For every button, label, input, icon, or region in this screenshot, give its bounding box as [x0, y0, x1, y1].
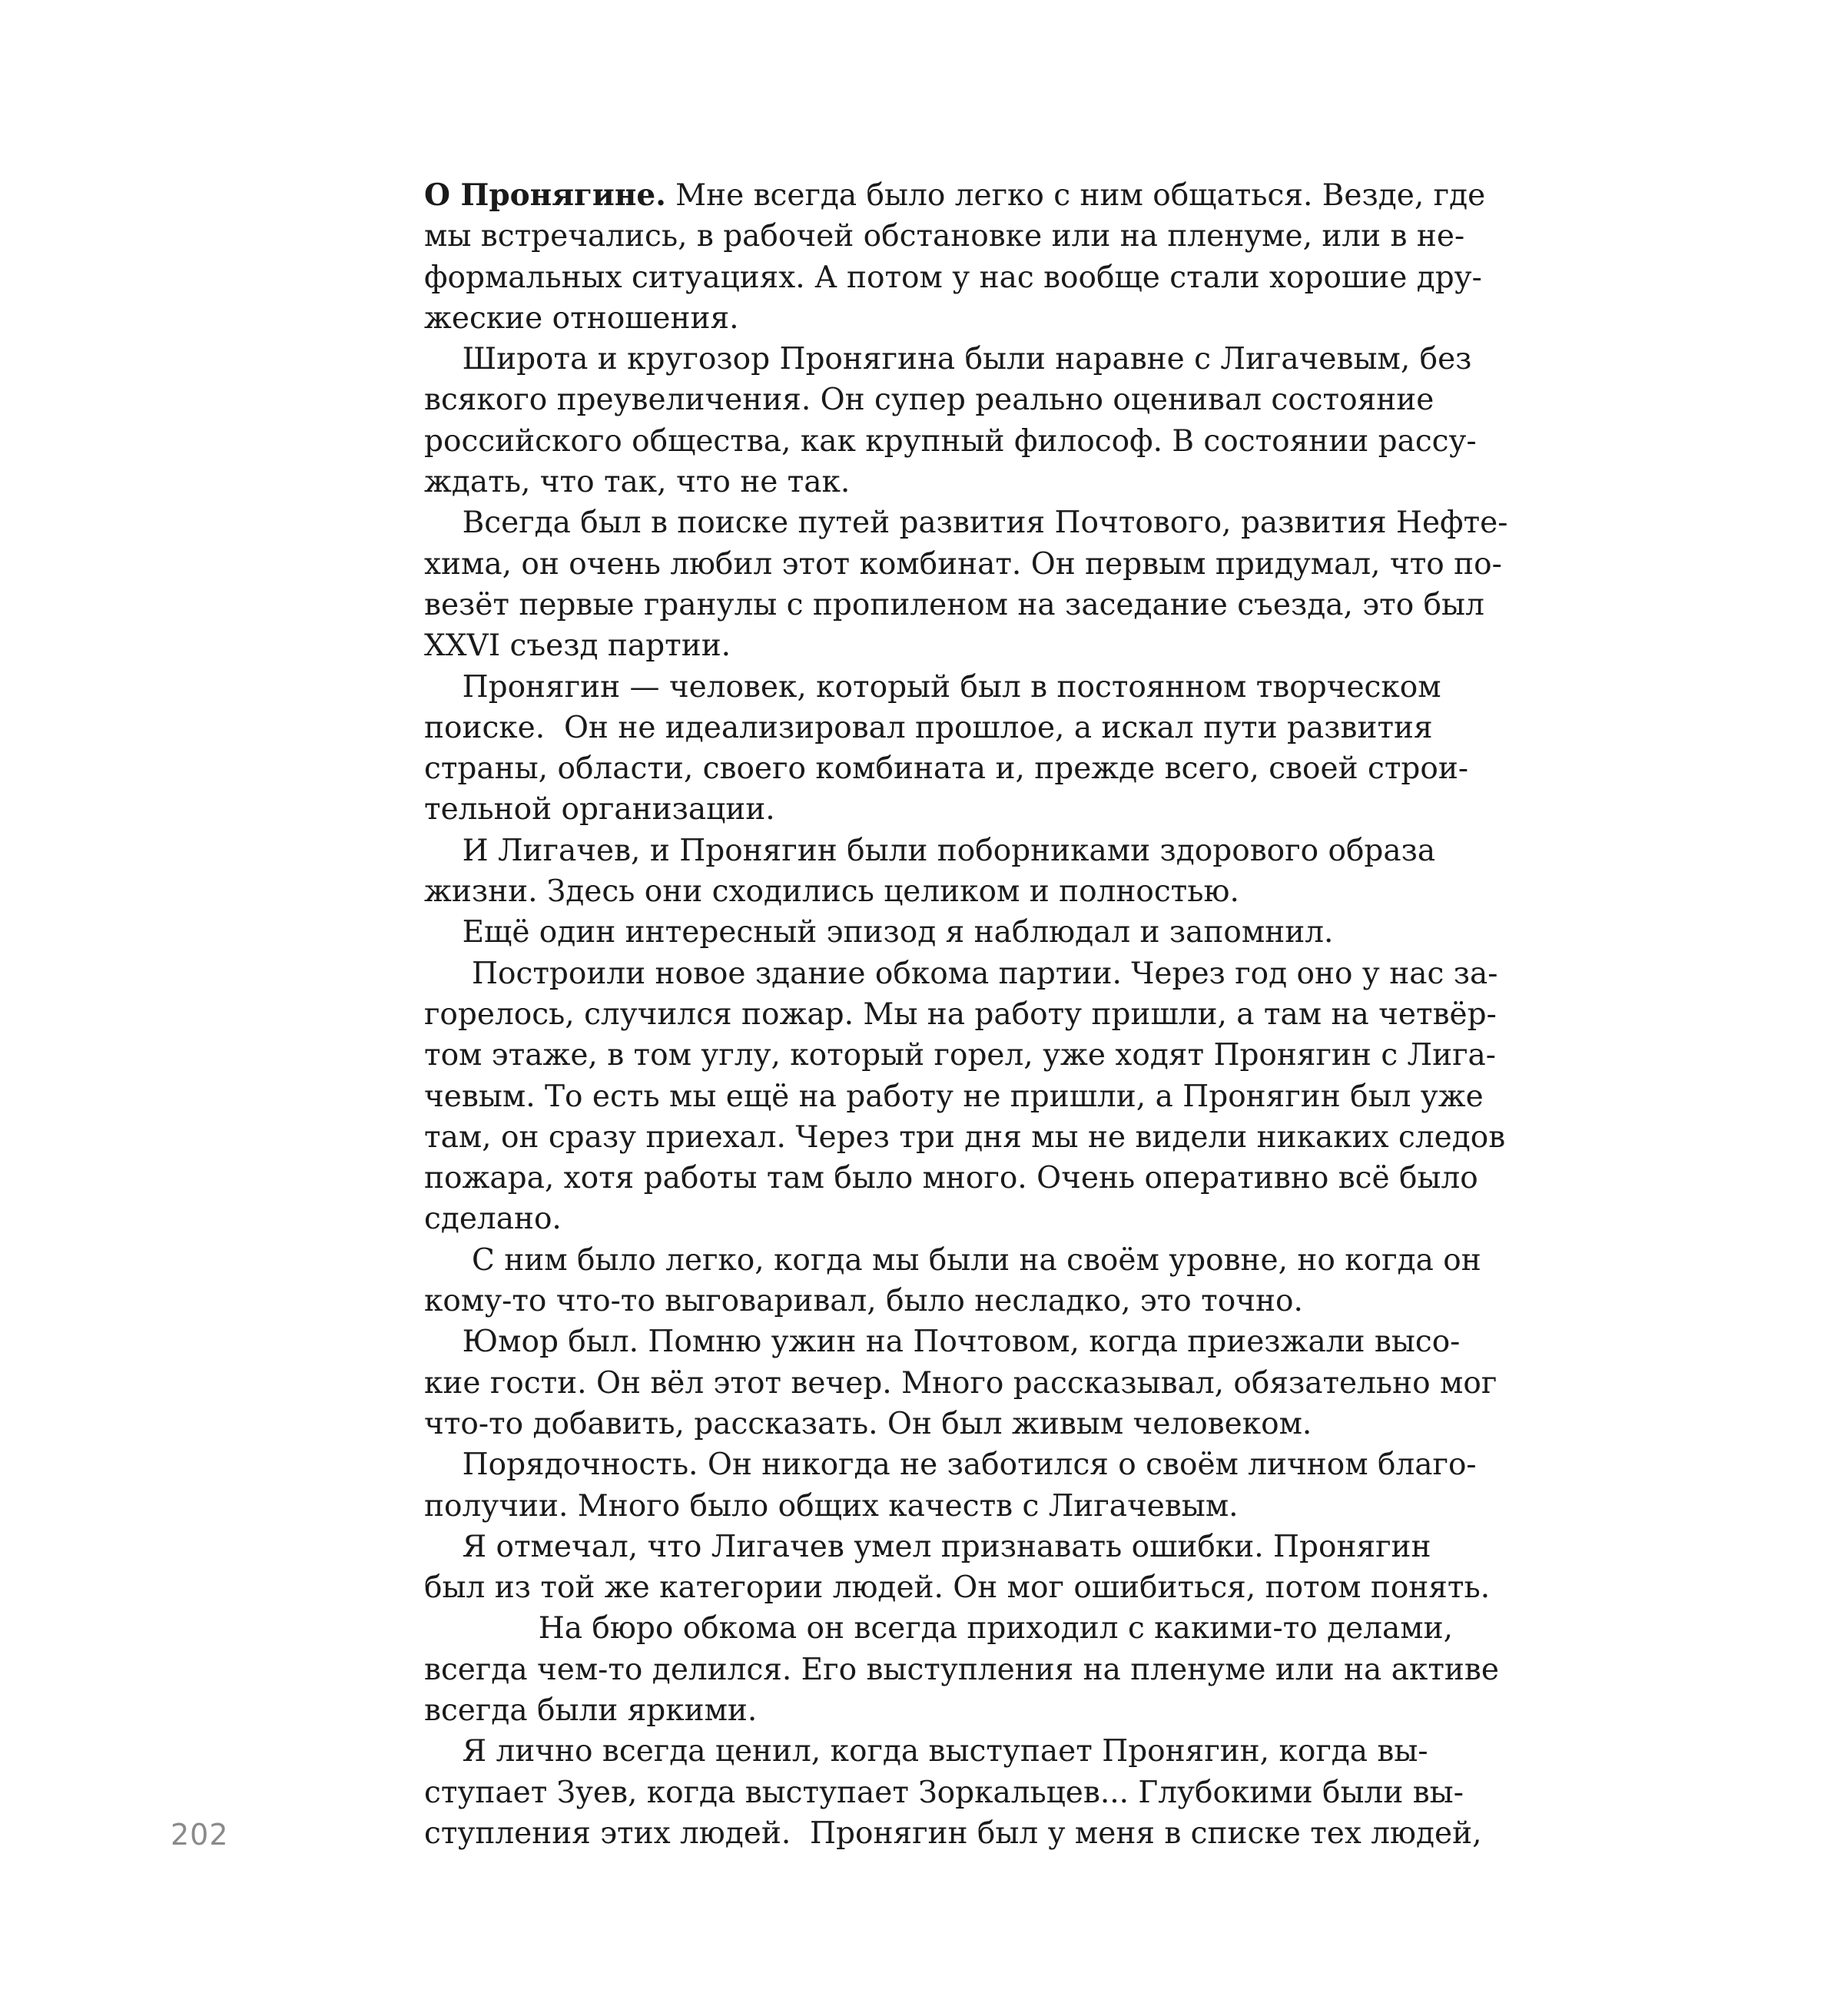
line-text: С ним было легко, когда мы были на своём уровне, но когда он [424, 1242, 1481, 1278]
text-line [424, 1650, 1499, 1690]
line-text: горелось, случился пожар. Мы на работу пришли, а там на четвёр- [424, 996, 1497, 1032]
text-line [424, 1813, 1482, 1854]
line-text: том этаже, в том углу, который горел, уже ходят Пронягин с Лига- [424, 1038, 1496, 1073]
line-text: был из той же категории людей. Он мог ошибиться, потом понять. [424, 1570, 1491, 1606]
text-line [424, 1321, 1461, 1362]
page-number: 202 [171, 1818, 229, 1852]
text-line [424, 585, 1484, 625]
paragraph [424, 912, 1420, 953]
text-line [424, 544, 1502, 585]
line-text: российского общества, как крупный философ. В состоянии рассу- [424, 423, 1477, 459]
text-line [424, 1035, 1496, 1076]
line-text: ступает Зуев, когда выступает Зоркальцев... Глубокими были вы- [424, 1775, 1464, 1810]
line-text: хима, он очень любил этот комбинат. Он первым придумал, что по- [424, 546, 1502, 582]
body-text [424, 175, 1508, 1854]
line-text: кому-то что-то выговаривал, было несладко, это точно. [424, 1284, 1303, 1319]
line-text: жизни. Здесь они сходились целиком и полностью. [424, 874, 1239, 910]
paragraph [424, 502, 1508, 666]
line-text: Пронягин — человек, который был в постоянном творческом [424, 669, 1441, 705]
text-line [424, 1527, 1431, 1567]
text-line [424, 1240, 1481, 1281]
line-text: кие гости. Он вёл этот вечер. Много рассказывал, обязательно мог [424, 1365, 1497, 1401]
text-line [424, 339, 1472, 380]
line-text: чевым. То есть мы ещё на работу не пришли, а Пронягин был уже [424, 1079, 1484, 1114]
paragraph [424, 1444, 1477, 1527]
paragraph [424, 1321, 1497, 1444]
paragraph [424, 1608, 1499, 1731]
line-text: Порядочность. Он никогда не заботился о своём личном благо- [424, 1447, 1477, 1483]
text-line [424, 1486, 1420, 1527]
line-text: всегда чем-то делился. Его выступления на пленуме или на активе [424, 1652, 1499, 1687]
text-line [424, 953, 1498, 994]
text-line [424, 462, 1420, 502]
paragraph [424, 1527, 1491, 1609]
text-line [424, 831, 1436, 871]
text-line [424, 708, 1433, 748]
text-line [424, 1567, 1491, 1608]
line-text: Всегда был в поиске путей развития Почтового, развития Нефте- [424, 506, 1508, 541]
text-line [424, 298, 1420, 339]
text-line [424, 994, 1497, 1035]
text-line [424, 1690, 1420, 1731]
line-text: Построили новое здание обкома партии. Через год оно у нас за- [424, 956, 1498, 991]
line-text: что-то добавить, рассказать. Он был живым человеком. [424, 1406, 1312, 1441]
line-text: сделано. [424, 1202, 562, 1237]
text-line [424, 1076, 1484, 1117]
text-line [424, 421, 1477, 462]
paragraph [424, 339, 1477, 502]
text-line [424, 1158, 1478, 1199]
line-text: тельной организации. [424, 792, 775, 827]
text-line [424, 748, 1469, 789]
line-text: пожара, хотя работы там было много. Очень оперативно всё было [424, 1161, 1478, 1196]
line-text: И Лигачев, и Пронягин были поборниками здорового образа [424, 833, 1436, 868]
text-line [424, 667, 1441, 708]
text-line [424, 1117, 1506, 1158]
line-text: ступления этих людей. Пронягин был у меня в списке тех людей, [424, 1815, 1482, 1851]
line-text: Юмор был. Помню ужин на Почтовом, когда приезжали высо- [424, 1325, 1461, 1360]
paragraph [424, 831, 1436, 913]
line-text: На бюро обкома он всегда приходил с какими-то делами, [424, 1611, 1453, 1646]
line-text: ждать, что так, что не так. [424, 465, 851, 500]
text-line [424, 216, 1465, 257]
paragraph-lead: О Пронягине. [424, 177, 666, 213]
text-line [424, 1608, 1453, 1649]
line-text: поиске. Он не идеализировал прошлое, а искал пути развития [424, 710, 1433, 745]
text-line [424, 1363, 1497, 1404]
line-text: Широта и кругозор Пронягина были наравне с Лигачевым, без [424, 342, 1472, 377]
paragraph [424, 667, 1469, 831]
line-text: жеские отношения. [424, 300, 739, 336]
text-line [424, 502, 1508, 543]
line-text: мы встречались, в рабочей обстановке или на пленуме, или в не- [424, 219, 1465, 254]
line-text: XXVI съезд партии. [424, 628, 731, 664]
paragraph [424, 175, 1486, 339]
paragraph [424, 1731, 1482, 1854]
line-text: страны, области, своего комбината и, прежде всего, своей строи- [424, 751, 1469, 787]
text-line [424, 1199, 1420, 1239]
text-line [424, 175, 1486, 216]
paragraph [424, 953, 1506, 1240]
line-text: Я отмечал, что Лигачев умел признавать ошибки. Пронягин [424, 1529, 1431, 1564]
text-line [424, 789, 1420, 830]
line-text: получии. Много было общих качеств с Лигачевым. [424, 1488, 1239, 1524]
line-text: там, он сразу приехал. Через три дня мы не видели никаких следов [424, 1119, 1506, 1155]
line-text: формальных ситуациях. А потом у нас вообще стали хорошие дру- [424, 260, 1482, 295]
text-line [424, 625, 1420, 666]
paragraph [424, 1240, 1481, 1322]
line-text: всегда были яркими. [424, 1693, 758, 1728]
text-line [424, 912, 1420, 953]
line-text: Мне всегда было легко с ним общаться. Везде, где [665, 178, 1486, 213]
line-text: везёт первые гранулы с пропиленом на заседание съезда, это был [424, 587, 1484, 622]
line-text: Ещё один интересный эпизод я наблюдал и запомнил. [424, 915, 1334, 950]
line-text: Я лично всегда ценил, когда выступает Пронягин, когда вы- [424, 1734, 1428, 1769]
text-line [424, 1772, 1464, 1813]
text-line [424, 1404, 1420, 1444]
text-line [424, 380, 1434, 420]
text-line [424, 1444, 1477, 1485]
text-line [424, 257, 1482, 298]
line-text: всякого преувеличения. Он супер реально оценивал состояние [424, 383, 1434, 418]
text-line [424, 1731, 1428, 1772]
text-line [424, 1281, 1420, 1321]
text-line [424, 871, 1420, 912]
